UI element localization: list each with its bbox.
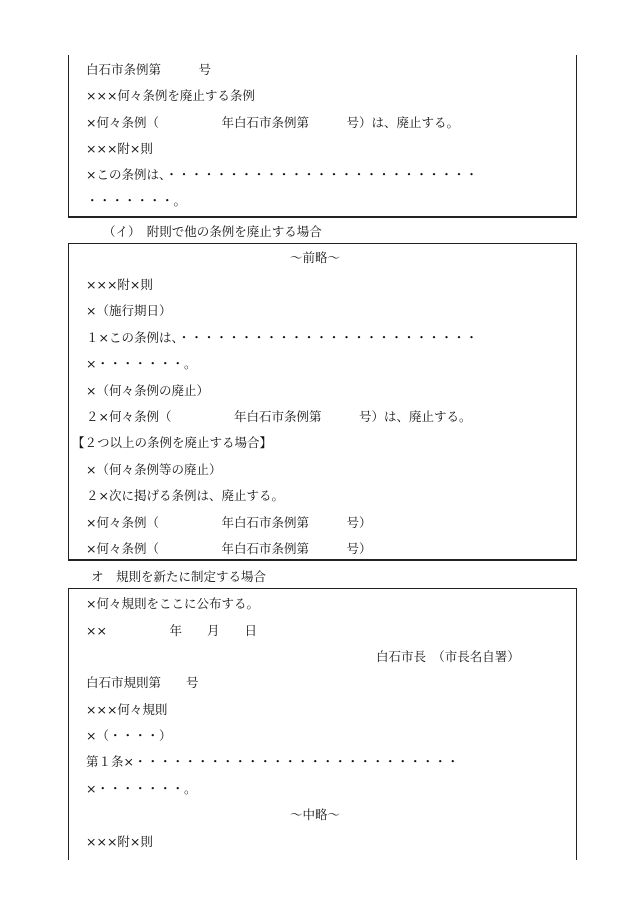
box2-center-label: ～前略～ xyxy=(289,250,340,265)
box1-line-6: ・・・・・・・。 xyxy=(86,193,187,208)
box3-line-8: ×××附×則 xyxy=(86,834,153,849)
box3-line-7: ×・・・・・・・。 xyxy=(86,781,197,796)
box2-line-5: ×（何々条例の廃止） xyxy=(86,383,209,398)
box1-line-3: ×何々条例（ 年白石市条例第 号）は、廃止する。 xyxy=(86,115,459,130)
box2-line-2: ×（施行期日） xyxy=(86,303,172,318)
box1-line-5: ×この条例は、・・・・・・・・・・・・・・・・・・・・・・・・・ xyxy=(86,167,478,182)
box2-line-8: ２×次に掲げる条例は、廃止する。 xyxy=(86,488,284,503)
section-heading-i: （イ） 附則で他の条例を廃止する場合 xyxy=(103,224,322,239)
box2-bracket-heading: 【２つ以上の条例を廃止する場合】 xyxy=(72,435,273,450)
box2-line-6: ２×何々条例（ 年白石市条例第 号）は、廃止する。 xyxy=(86,409,472,424)
box1-line-4: ×××附×則 xyxy=(86,141,153,156)
box2-line-4: ×・・・・・・・。 xyxy=(86,356,197,371)
box3-line-3: 白石市規則第 号 xyxy=(86,675,199,690)
box1-left-border xyxy=(68,55,69,217)
box3-line-4: ×××何々規則 xyxy=(86,702,168,717)
box2-line-9: ×何々条例（ 年白石市条例第 号） xyxy=(86,515,372,530)
box3-line-1: ×何々規則をここに公布する。 xyxy=(86,596,259,611)
box2-line-3: １×この条例は、・・・・・・・・・・・・・・・・・・・・・・・・ xyxy=(86,330,478,345)
box3-center-label: ～中略～ xyxy=(289,807,340,822)
box3-signature: 白石市長 （市長名自署） xyxy=(376,649,520,664)
box1-bottom-border xyxy=(68,216,577,218)
box3-line-5: ×（・・・・） xyxy=(86,728,172,743)
box3-line-6: 第１条×・・・・・・・・・・・・・・・・・・・・・・・・・・ xyxy=(86,754,459,769)
box1-line-1: 白石市条例第 号 xyxy=(86,62,212,77)
section-heading-o: オ 規則を新たに制定する場合 xyxy=(91,569,267,584)
box3-line-2: ×× 年 月 日 xyxy=(86,623,257,638)
box2-line-10: ×何々条例（ 年白石市条例第 号） xyxy=(86,541,372,556)
box3-top-border xyxy=(68,588,577,589)
box1-right-border xyxy=(576,55,577,217)
box2-line-7: ×（何々条例等の廃止） xyxy=(86,462,222,477)
box1-line-2: ×××何々条例を廃止する条例 xyxy=(86,88,255,103)
box2-line-1: ×××附×則 xyxy=(86,277,153,292)
